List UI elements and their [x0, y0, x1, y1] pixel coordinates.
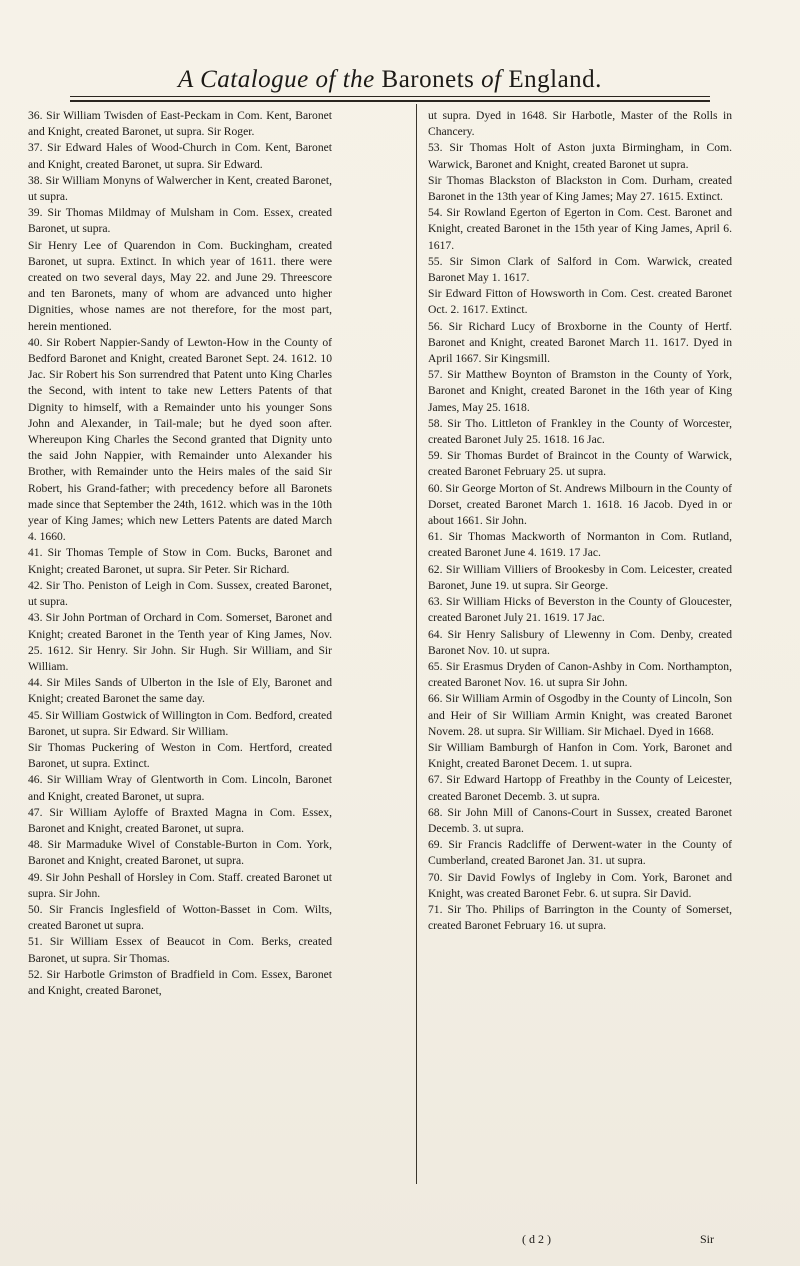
baronet-entry: 50. Sir Francis Inglesfield of Wotton-Basset in Com. Wilts, created Baronet ut supra. [28, 902, 332, 933]
header-rule [70, 96, 710, 97]
baronet-entry: 61. Sir Thomas Mackworth of Normanton in Com. Rutland, created Baronet June 4. 1619. 17 Jac. [428, 530, 732, 560]
baronet-entry: 69. Sir Francis Radcliffe of Derwent-water in the County of Cumberland, created Baronet Jan. 31. ut supra. [428, 838, 732, 868]
baronet-entry: 70. Sir David Fowlys of Ingleby in Com. York, Baronet and Knight, was created Baronet Febr. 6. ut supra. Sir David. [428, 870, 732, 900]
header-rule-thick [70, 100, 710, 102]
baronet-entry: 71. Sir Tho. Philips of Barrington in the County of Somerset, created Baronet February 16. ut supra. [428, 902, 732, 933]
baronet-entry: 48. Sir Marmaduke Wivel of Constable-Burton in Com. York, Baronet and Knight, created Baronet, ut supra. [28, 838, 332, 868]
baronet-entry: 36. Sir William Twisden of East-Peckam in Com. Kent, Baronet and Knight, created Baronet, ut supra. Sir Roger. [28, 109, 332, 139]
baronet-entry: 68. Sir John Mill of Canons-Court in Sussex, created Baronet Decemb. 3. ut supra. [428, 805, 732, 835]
baronet-entry: 57. Sir Matthew Boynton of Bramston in the County of York, Baronet and Knight, created Baronet in the 16th year of King James, May 25. 1618. [428, 368, 732, 414]
baronet-entry: 51. Sir William Essex of Beaucot in Com. Berks, created Baronet, ut supra. Sir Thomas. [28, 935, 332, 965]
baronet-entry: 38. Sir William Monyns of Walwercher in Kent, created Baronet, ut supra. [28, 173, 332, 204]
baronet-entry: 39. Sir Thomas Mildmay of Mulsham in Com. Essex, created Baronet, ut supra. [28, 206, 332, 236]
baronet-entry: 37. Sir Edward Hales of Wood-Church in Com. Kent, Baronet and Knight, created Baronet, ut supra. Sir Edward. [28, 141, 332, 171]
baronet-entry: 58. Sir Tho. Littleton of Frankley in the County of Worcester, created Baronet July 25. 1618. 16 Jac. [428, 416, 732, 447]
baronet-entry: Sir Edward Fitton of Howsworth in Com. Cest. created Baronet Oct. 2. 1617. Extinct. [428, 287, 732, 317]
baronet-entry: 53. Sir Thomas Holt of Aston juxta Birmingham, in Com. Warwick, Baronet and Knight, created Baronet ut supra. [428, 141, 732, 171]
baronet-entry: 64. Sir Henry Salisbury of Llewenny in Com. Denby, created Baronet Nov. 10. ut supra. [428, 627, 732, 657]
baronet-entry: 59. Sir Thomas Burdet of Braincot in the County of Warwick, created Baronet February 25. ut supra. [428, 449, 732, 479]
baronet-entry: 49. Sir John Peshall of Horsley in Com. Staff. created Baronet ut supra. Sir John. [28, 870, 332, 900]
baronet-entry: 66. Sir William Armin of Osgodby in the County of Lincoln, Son and Heir of Sir William Armin Knight, was created Baronet Novem. 28. ut supra. Sir William. Sir Michael. Dyed in 1668. [428, 692, 732, 738]
baronet-entry: 62. Sir William Villiers of Brookesby in Com. Leicester, created Baronet, June 19. ut supra. Sir George. [428, 562, 732, 592]
signature-mark: ( d 2 ) [522, 1232, 551, 1246]
right-column [428, 108, 732, 1178]
baronet-entry: 46. Sir William Wray of Glentworth in Com. Lincoln, Baronet and Knight, created Baronet, ut supra. [28, 773, 332, 803]
baronet-entry: 54. Sir Rowland Egerton of Egerton in Com. Cest. Baronet and Knight, created Baronet in the 15th year of King James, April 6. 1617. [428, 206, 732, 252]
title-italic: A Catalogue of the [178, 66, 375, 93]
baronet-entry: Sir Thomas Blackston of Blackston in Com. Durham, created Baronet in the 13th year of King James; May 27. 1615. Extinct. [428, 173, 732, 204]
title-roman: Baronets [381, 66, 475, 93]
title-country: England. [508, 66, 602, 93]
page-title [70, 66, 710, 94]
title-of: of [481, 66, 502, 93]
column-divider [416, 104, 417, 1184]
baronet-entry: 42. Sir Tho. Peniston of Leigh in Com. Sussex, created Baronet, ut supra. [28, 578, 332, 609]
baronet-entry: 41. Sir Thomas Temple of Stow in Com. Bucks, Baronet and Knight; created Baronet, ut supra. Sir Peter. Sir Richard. [28, 546, 332, 576]
baronet-entry: Sir William Bamburgh of Hanfon in Com. York, Baronet and Knight, created Baronet Decem. 1. ut supra. [428, 740, 732, 771]
baronet-entry: Sir Thomas Puckering of Weston in Com. Hertford, created Baronet, ut supra. Extinct. [28, 740, 332, 771]
baronet-entry: 55. Sir Simon Clark of Salford in Com. Warwick, created Baronet May 1. 1617. [428, 254, 732, 285]
baronet-entry: 45. Sir William Gostwick of Willington in Com. Bedford, created Baronet, ut supra. Sir Edward. Sir William. [28, 708, 332, 738]
catchword: Sir [700, 1232, 715, 1246]
baronet-entry: 56. Sir Richard Lucy of Broxborne in the County of Hertf. Baronet and Knight, created Baronet March 11. 1617. Dyed in April 1667. Sir Kingsmill. [428, 319, 732, 366]
page-header [70, 54, 710, 94]
baronet-entry: 65. Sir Erasmus Dryden of Canon-Ashby in Com. Northampton, created Baronet Nov. 16. ut supra Sir John. [428, 659, 732, 690]
baronet-entry: 52. Sir Harbotle Grimston of Bradfield in Com. Essex, Baronet and Knight, created Baronet, [28, 967, 332, 997]
baronet-entry: 44. Sir Miles Sands of Ulberton in the Isle of Ely, Baronet and Knight; created Baronet the same day. [28, 676, 332, 706]
baronet-entry: 67. Sir Edward Hartopp of Freathby in the County of Leicester, created Baronet Decemb. 3. ut supra. [428, 773, 732, 803]
baronet-entry: 60. Sir George Morton of St. Andrews Milbourn in the County of Dorset, created Baronet March 1. 1618. 16 Jacob. Dyed in or about 1661. Sir John. [428, 481, 732, 528]
baronet-entry: 43. Sir John Portman of Orchard in Com. Somerset, Baronet and Knight; created Baronet in the Tenth year of King James, Nov. 25. 1612. Sir Henry. Sir John. Sir Hugh. Sir William, and Sir William. [28, 611, 332, 673]
baronet-entry: 63. Sir William Hicks of Beverston in the County of Gloucester, created Baronet July 21. 1619. 17 Jac. [428, 595, 732, 625]
baronet-entry: 40. Sir Robert Nappier-Sandy of Lewton-How in the County of Bedford Baronet and Knight, created Baronet Sept. 24. 1612. 10 Jac. Sir Robert his Son surrendred that Patent unto King Charles the Second, with intent to take new Letters Patents of that Dignity to himself, with a Remainder unto his younger Sons John and Alexander, in Tail-male; but he dyed soon after. Whereupon King Charles the Second granted that Dignity unto the said John Nappier, with Remainder unto Alexander his Brother, with Remainder unto the Heirs males of the said Sir Robert, his Grand-father; with precedency before all Baronets made since that September the 24th, 1612. which was in the 10th year of King James; which new Letters Patents are dated March 4. 1660. [28, 335, 332, 544]
baronet-entry: 47. Sir William Ayloffe of Braxted Magna in Com. Essex, Baronet and Knight, created Baronet, ut supra. [28, 805, 332, 835]
baronet-entry: Sir Henry Lee of Quarendon in Com. Buckingham, created Baronet, ut supra. Extinct. In which year of 1611. there were created on two several days, May 22. and June 29. Threescore and ten Baronets, many of whom are advanced unto higher Dignities, whose names are not therefore, for the most part, herein mentioned. [28, 238, 332, 333]
baronet-entry: ut supra. Dyed in 1648. Sir Harbotle, Master of the Rolls in Chancery. [428, 109, 732, 139]
left-column [28, 108, 332, 1198]
